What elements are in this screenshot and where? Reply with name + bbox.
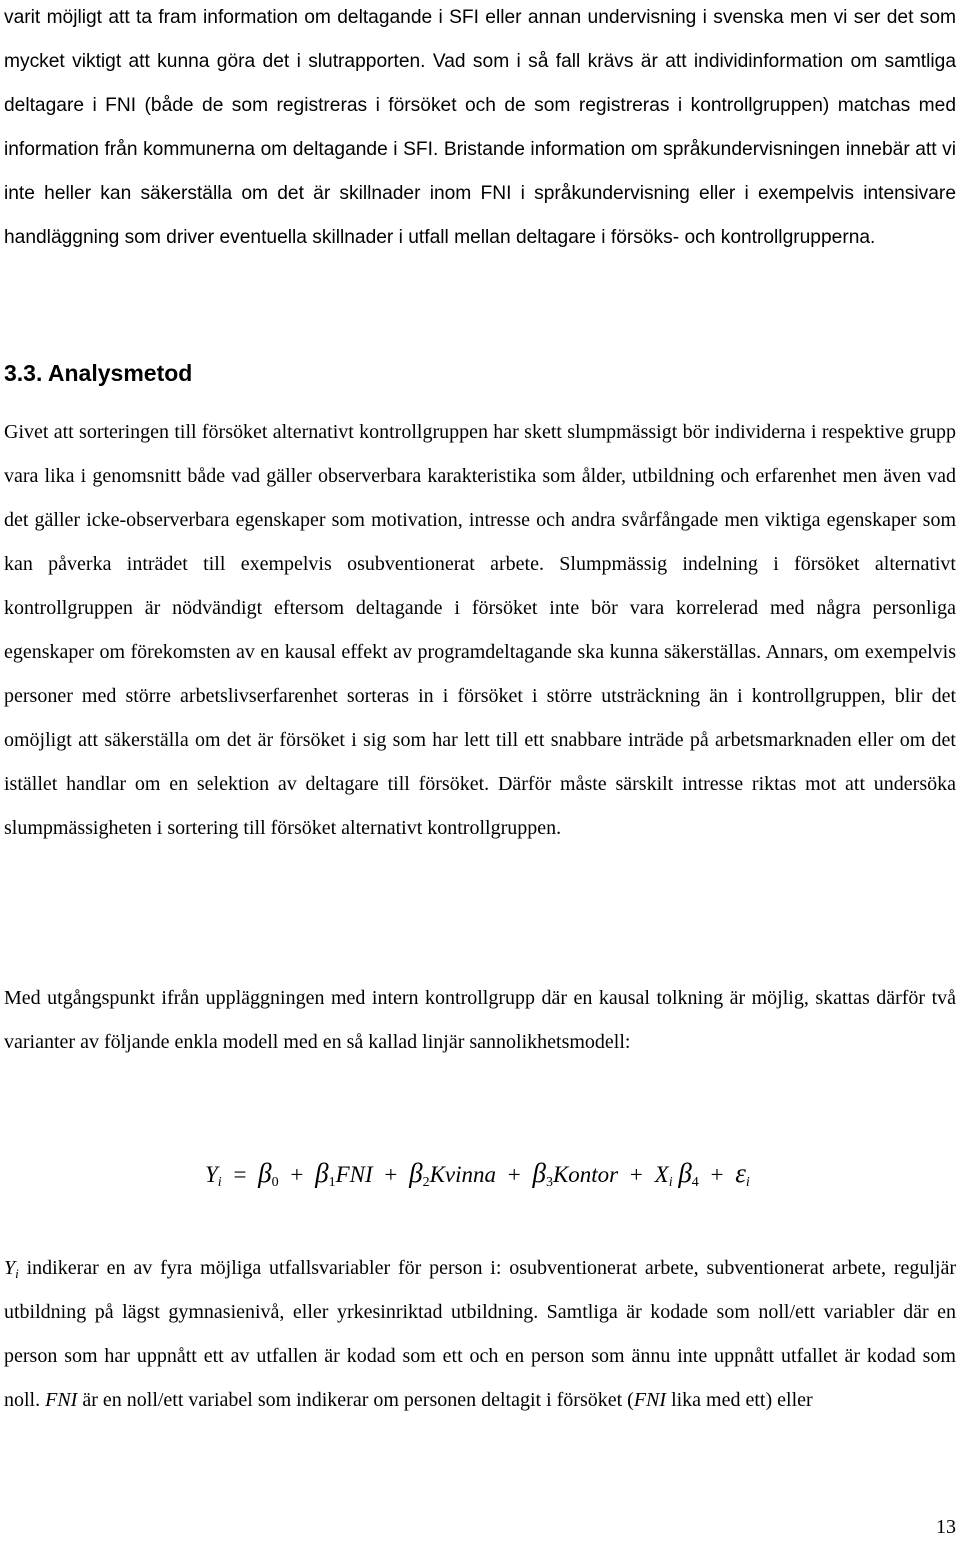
paragraph-1: varit möjligt att ta fram information om deltagande i SFI eller annan undervisning i svenska men vi ser det som mycket viktigt att kunna göra det i slutrapporten. Vad som i så fall krävs är att individinformation om samtliga deltagare i FNI (både de som registreras i försöket och de som registreras i kontrollgruppen) matchas med information från kommunerna om deltagande i SFI. Bristande information om språkundervisningen innebär att vi inte heller kan säkerställa om det är skillnader inom FNI i språkundervisning eller i exempelvis intensivare handläggning som driver eventuella skillnader i utfall mellan deltagare i försöks- och kontrollgrupperna. (4, 7, 956, 248)
paragraph-2: Givet att sorteringen till försöket alternativt kontrollgruppen har skett slumpmässigt bör individerna i respektive grupp vara lika i genomsnitt både vad gäller observerbara karakteristika som ålder, utbildning och erfarenhet men även vad det gäller icke-observerbara egenskaper som motivation, intresse och andra svårfångade men viktiga egenskaper som kan påverka inträdet till exempelvis osubventionerat arbete. Slumpmässig indelning i försöket alternativt kontrollgruppen är nödvändigt eftersom deltagande i försöket inte bör vara korrelerad med några personliga egenskaper om förekomsten av en kausal effekt av programdeltagande ska kunna säkerställas. Annars, om exempelvis personer med större arbetslivserfarenhet sorteras in i försöket i större utsträckning än i kontrollgruppen, blir det omöjligt att säkerställa om det är försöket i sig som har lett till ett snabbare inträde på arbetsmarknaden eller om det istället handlar om en selektion av deltagare till försöket. Därför måste särskilt intresse riktas mot att undersöka slumpmässigheten i sortering till försöket alternativt kontrollgruppen. (4, 421, 956, 839)
equation-y: Y (205, 1162, 218, 1187)
paragraph-4: $Y_i$ indikerar en av fyra möjliga utfallsvariabler för person i: osubventionerat arbete, subventionerat arbete, reguljär utbildning på lägst gymnasienivå, eller yrkesinriktad utbildning. Samtliga är kodade som noll/ett variabler där en person som har uppnått ett av utfallen är kodad som ett och en person som ännu inte uppnått utfallet är kodad som noll. FNI är en noll/ett variabel som indikerar om personen deltagit i försöket (FNI lika med ett) eller (4, 1257, 956, 1411)
math-y: Y (4, 1257, 16, 1279)
page-number: 13 (936, 1516, 956, 1538)
model-equation: $Y_i = \beta_0 + \beta_1FNI$ + $\beta_2Kvinna$ + $\beta_3Kontor + X_i$ $\beta_4 + \varepsilon_i$ (205, 1158, 750, 1190)
section-heading: 3.3. Analysmetod (4, 360, 193, 386)
paragraph-3: Med utgångspunkt ifrån uppläggningen med intern kontrollgrupp där en kausal tolkning är möjlig, skattas därför två varianter av följande enkla modell med en så kallad linjär sannolikhetsmodell: (4, 987, 956, 1053)
